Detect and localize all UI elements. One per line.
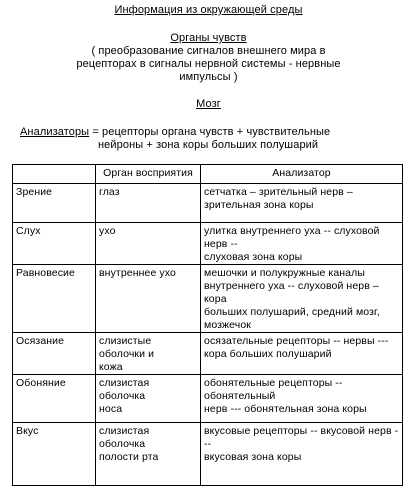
- organ-line: внутреннее ухо: [99, 267, 176, 279]
- analyzer-line: улитка внутреннего уха -- слуховой нерв --: [204, 225, 380, 250]
- sense-organs-description-line-3: импульсы ): [179, 71, 238, 83]
- analyzer-line: сетчатка – зрительный нерв –: [204, 186, 353, 198]
- table-row: [13, 265, 403, 333]
- analyzer-cell: [201, 423, 403, 486]
- organ-cell: [96, 184, 201, 223]
- organ-line: глаз: [99, 186, 120, 198]
- organ-line: слизистая оболочка: [99, 425, 150, 450]
- organ-line: ухо: [99, 225, 116, 237]
- table-row: [13, 375, 403, 423]
- header-cell-analyzer: Анализатор: [201, 165, 403, 184]
- table-row: [13, 223, 403, 265]
- analyzer-line: зрительная зона коры: [204, 199, 314, 211]
- organ-cell: [96, 333, 201, 375]
- organ-cell: [96, 423, 201, 486]
- analyzer-cell: [201, 223, 403, 265]
- organ-line: кожа: [99, 361, 123, 373]
- sense-organs-description-line-2: рецепторах в сигналы нервной системы - нервные: [76, 58, 341, 70]
- sense-cell: Осязание: [13, 333, 96, 375]
- page-title: Информация из окружающей среды: [114, 4, 303, 16]
- analyzer-line: кора больших полушарий: [204, 348, 332, 360]
- sense-cell: Зрение: [13, 184, 96, 223]
- organ-line: носа: [99, 403, 123, 415]
- sense-cell: Слух: [13, 223, 96, 265]
- header-cell-organ: Орган восприятия: [96, 165, 201, 184]
- analyzer-line: мозжечок: [204, 319, 251, 331]
- analyzer-line: внутреннего уха -- слуховой нерв – кора: [204, 280, 379, 305]
- analyzer-term: Анализаторы: [20, 126, 90, 138]
- analyzer-cell: [201, 333, 403, 375]
- analyzer-definition-line-1: [20, 126, 330, 139]
- analyzer-line: слуховая зона коры: [204, 251, 303, 263]
- analyzer-definition-line-2: нейроны + зона коры больших полушарий: [98, 139, 319, 151]
- sense-organs-heading: Органы чувств: [170, 32, 247, 44]
- sense-cell: Вкус: [13, 423, 96, 486]
- table-row: [13, 184, 403, 223]
- analyzer-line: мешочки и полукружные каналы: [204, 267, 365, 279]
- header-cell-sense: [13, 165, 96, 184]
- analyzer-line: нерв --- обонятельная зона коры: [204, 403, 367, 415]
- analyzer-cell: [201, 184, 403, 223]
- brain-heading: Мозг: [196, 98, 221, 110]
- organ-cell: [96, 223, 201, 265]
- sense-organs-description-line-1: ( преобразование сигналов внешнего мира в: [91, 45, 326, 57]
- analyzer-line: вкусовая зона коры: [204, 451, 302, 463]
- organ-line: слизистые оболочки и: [99, 335, 155, 360]
- organ-line: слизистая оболочка: [99, 377, 150, 402]
- sense-analyzer-table: [12, 164, 403, 486]
- table-row: [13, 333, 403, 375]
- table-row: [13, 423, 403, 486]
- organ-cell: [96, 265, 201, 333]
- analyzer-definition-text: = рецепторы органа чувств + чувствительные: [89, 126, 331, 138]
- analyzer-line: вкусовые рецепторы -- вкусовой нерв ---: [204, 425, 399, 450]
- analyzer-line: осязательные рецепторы -- нервы ---: [204, 335, 389, 347]
- analyzer-cell: [201, 265, 403, 333]
- sense-cell: Равновесие: [13, 265, 96, 333]
- table-header-row: [13, 165, 403, 184]
- sense-cell: Обоняние: [13, 375, 96, 423]
- organ-cell: [96, 375, 201, 423]
- analyzer-line: обонятельные рецепторы -- обонятельный: [204, 377, 343, 402]
- analyzer-cell: [201, 375, 403, 423]
- analyzer-line: больших полушарий, средний мозг,: [204, 306, 380, 318]
- organ-line: полости рта: [99, 451, 159, 463]
